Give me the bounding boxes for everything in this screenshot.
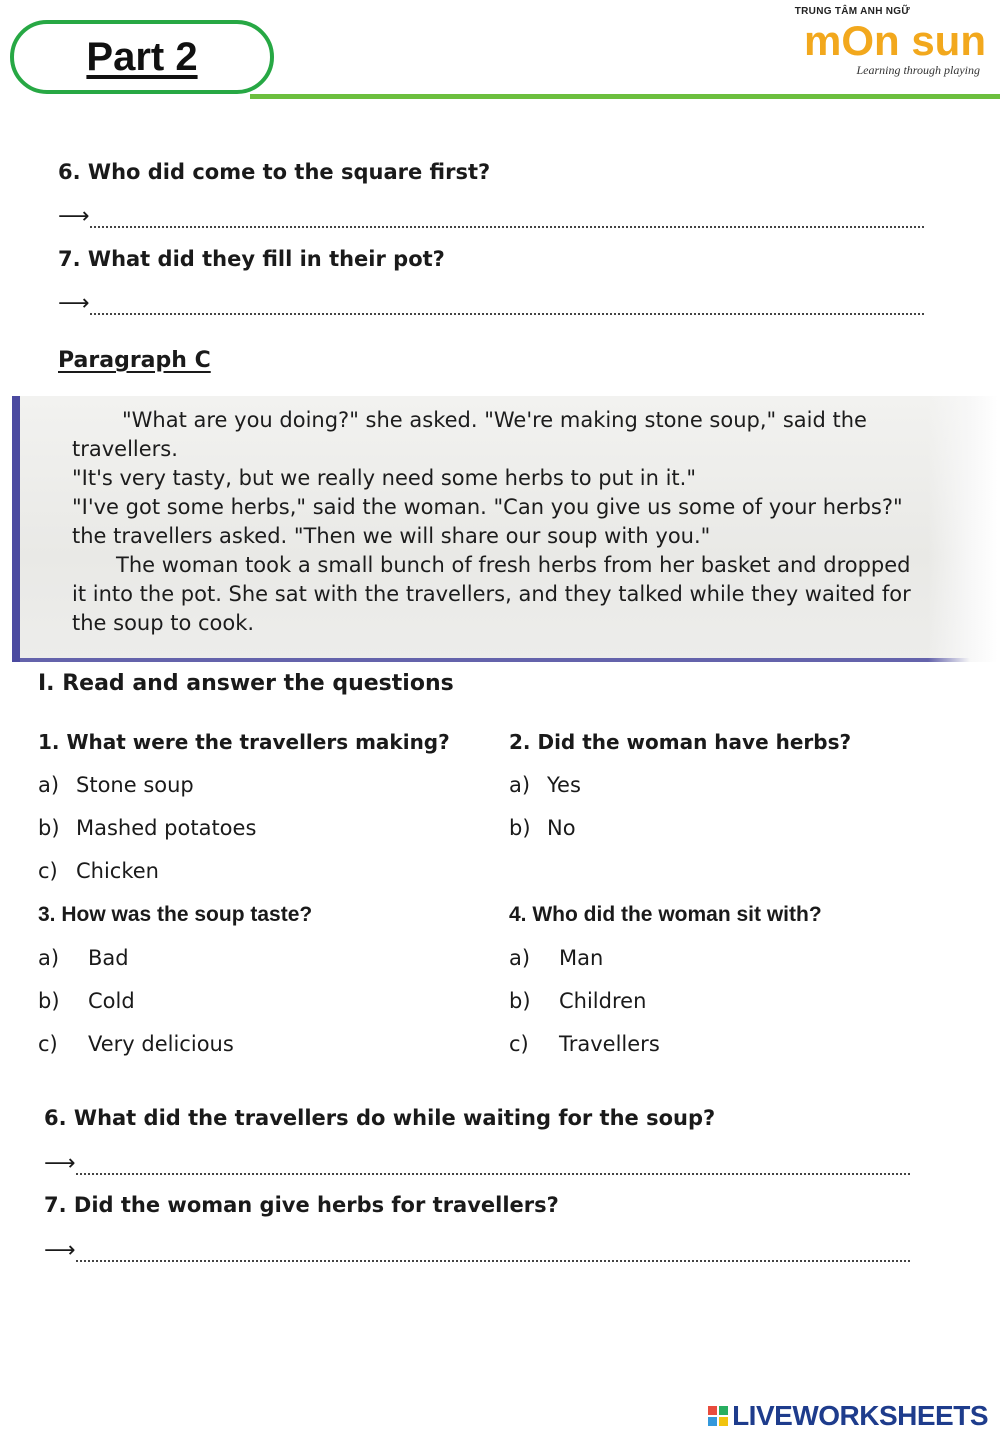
- mcq-option[interactable]: b) Mashed potatoes: [38, 816, 257, 840]
- mcq-question: 4. Who did the woman sit with?: [509, 903, 822, 926]
- arrow-icon: ⟶: [58, 204, 90, 229]
- footer-brand: [708, 1400, 988, 1432]
- story-line: The woman took a small bunch of fresh herbs from her basket and dropped it into the pot. She sat with the travellers, and they talked while they waited for the soup to cook.: [72, 553, 911, 635]
- logo-small-text: TRUNG TÂM ANH NGỮ: [794, 6, 910, 17]
- story-text: [72, 406, 912, 638]
- mcq-question: 2. Did the woman have herbs?: [509, 730, 852, 754]
- answer-line-6-bottom[interactable]: [44, 1153, 910, 1175]
- arrow-icon: ⟶: [44, 1238, 76, 1263]
- answer-field[interactable]: [90, 295, 924, 315]
- mcq-question: 1. What were the travellers making?: [38, 730, 450, 754]
- mcq-option[interactable]: b) Children: [509, 989, 647, 1013]
- mcq-option[interactable]: c) Very delicious: [38, 1032, 234, 1056]
- answer-line-7-top[interactable]: [58, 293, 924, 315]
- logo: [786, 6, 986, 82]
- story-box: [12, 396, 998, 662]
- mcq-2: [509, 727, 969, 856]
- section-title: I. Read and answer the questions: [38, 671, 454, 696]
- mcq-4: [509, 900, 969, 1072]
- mcq-question: 3. How was the soup taste?: [38, 903, 313, 926]
- answer-line-7-bottom[interactable]: [44, 1240, 910, 1262]
- answer-field[interactable]: [76, 1155, 910, 1175]
- logo-brand: mOn sun: [803, 17, 986, 64]
- story-bottom-rule: [20, 658, 998, 662]
- question-6-top: 6. Who did come to the square first?: [58, 160, 491, 184]
- mcq-3: [38, 900, 498, 1072]
- arrow-icon: ⟶: [44, 1151, 76, 1176]
- mcq-option[interactable]: a) Yes: [509, 773, 581, 797]
- arrow-icon: ⟶: [58, 291, 90, 316]
- header-rule: [250, 94, 1000, 99]
- mcq-option[interactable]: b) Cold: [38, 989, 135, 1013]
- mcq-option[interactable]: a) Stone soup: [38, 773, 194, 797]
- mcq-option[interactable]: c) Chicken: [38, 859, 159, 883]
- mcq-option[interactable]: a) Man: [509, 946, 604, 970]
- footer-brand-text: LIVEWORKSHEETS: [732, 1400, 988, 1431]
- question-6-bottom: 6. What did the travellers do while waiting for the soup?: [44, 1106, 716, 1130]
- mcq-option[interactable]: a) Bad: [38, 946, 129, 970]
- logo-tagline: Learning through playing: [856, 63, 980, 77]
- mcq-1: [38, 727, 498, 899]
- answer-field[interactable]: [76, 1242, 910, 1262]
- part-title: Part 2: [86, 34, 198, 79]
- mcq-option[interactable]: b) No: [509, 816, 576, 840]
- paragraph-title: Paragraph C: [58, 348, 211, 373]
- story-line: "What are you doing?" she asked. "We're making stone soup," said the travellers.: [72, 408, 867, 461]
- story-line: "I've got some herbs," said the woman. "Can you give us some of your herbs?" the travellers asked. "Then we will share our soup with you.": [72, 495, 903, 548]
- mcq-option[interactable]: c) Travellers: [509, 1032, 660, 1056]
- question-7-top: 7. What did they fill in their pot?: [58, 247, 445, 271]
- question-7-bottom: 7. Did the woman give herbs for travellers?: [44, 1193, 559, 1217]
- story-line: "It's very tasty, but we really need some herbs to put in it.": [72, 466, 697, 490]
- answer-field[interactable]: [90, 208, 924, 228]
- liveworksheets-logo-icon: [708, 1406, 728, 1426]
- part-badge: [10, 20, 274, 94]
- answer-line-6-top[interactable]: [58, 206, 924, 228]
